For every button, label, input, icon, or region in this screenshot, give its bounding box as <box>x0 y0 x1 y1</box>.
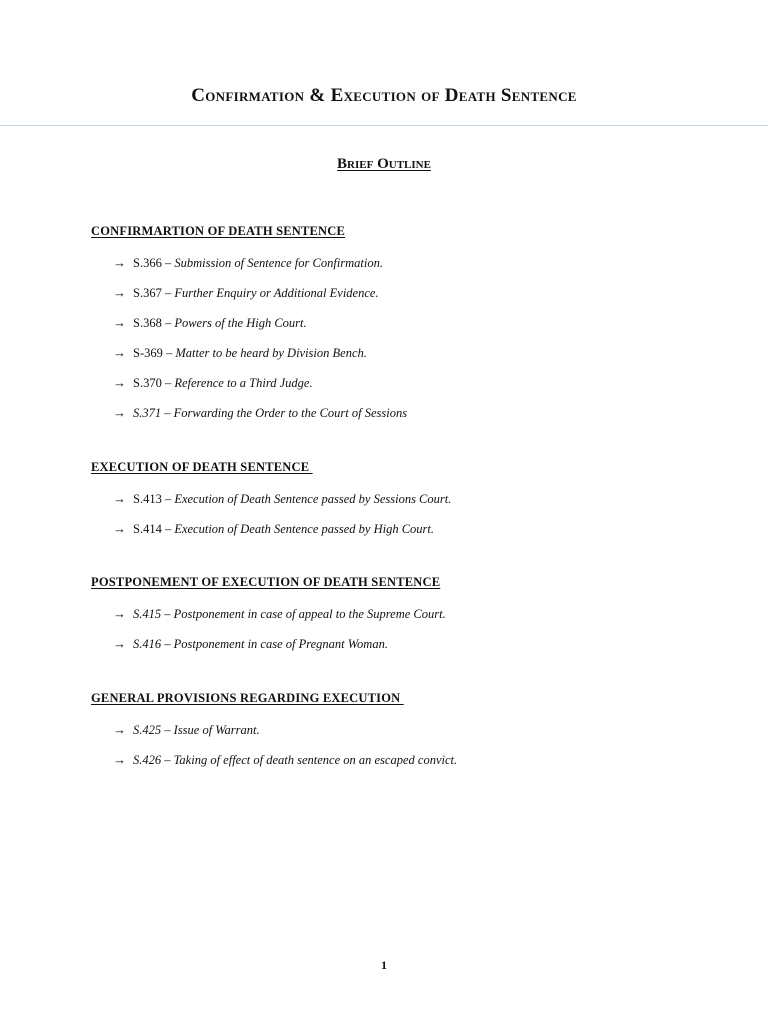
dash-separator: – <box>166 346 173 360</box>
outline-heading <box>0 156 768 173</box>
section-number: S.416 <box>133 637 162 651</box>
list-item <box>91 398 731 428</box>
arrow-icon: → <box>113 285 126 300</box>
list-item <box>91 745 731 775</box>
list-item <box>91 599 731 629</box>
page-title: Confirmation & Execution of Death Sentence <box>191 84 577 106</box>
item-description: Execution of Death Sentence passed by Sessions Court. <box>174 492 452 506</box>
arrow-icon: → <box>113 491 126 506</box>
section-number: S.366 <box>133 256 162 270</box>
section-heading: CONFIRMARTION OF DEATH SENTENCE <box>91 224 346 238</box>
arrow-icon: → <box>113 521 126 536</box>
dash-separator: – <box>164 406 171 420</box>
dash-separator: – <box>164 637 171 651</box>
arrow-icon: → <box>113 255 126 270</box>
item-description: Further Enquiry or Additional Evidence. <box>174 286 379 300</box>
item-description: Matter to be heard by Division Bench. <box>175 346 367 360</box>
section-heading: POSTPONEMENT OF EXECUTION OF DEATH SENTENCE <box>91 575 441 589</box>
item-description: Reference to a Third Judge. <box>174 376 313 390</box>
item-description: Postponement in case of appeal to the Supreme Court. <box>173 607 446 621</box>
title-divider <box>0 125 768 126</box>
section-number: S.415 <box>133 607 162 621</box>
section-number: S.425 <box>133 723 162 737</box>
section-postponement <box>91 573 731 659</box>
list-item <box>91 248 731 278</box>
dash-separator: – <box>164 753 171 767</box>
section-item-list <box>91 715 731 775</box>
dash-separator: – <box>164 492 172 506</box>
item-description: Postponement in case of Pregnant Woman. <box>173 637 388 651</box>
list-item <box>91 715 731 745</box>
outline-heading-text: Brief Outline <box>337 156 431 172</box>
section-number: S.367 <box>133 286 162 300</box>
dash-separator: – <box>164 522 172 536</box>
dash-separator: – <box>164 316 172 330</box>
section-number: S.371 <box>133 406 162 420</box>
arrow-icon: → <box>113 606 126 621</box>
section-heading: GENERAL PROVISIONS REGARDING EXECUTION <box>91 691 404 705</box>
item-description: Powers of the High Court. <box>174 316 307 330</box>
arrow-icon: → <box>113 345 126 360</box>
item-description: Issue of Warrant. <box>173 723 260 737</box>
dash-separator: – <box>164 376 172 390</box>
arrow-icon: → <box>113 405 126 420</box>
dash-separator: – <box>164 256 172 270</box>
list-item <box>91 338 731 368</box>
item-description: Submission of Sentence for Confirmation. <box>174 256 384 270</box>
section-item-list <box>91 599 731 659</box>
section-confirmation <box>91 222 731 428</box>
section-number: S.426 <box>133 753 162 767</box>
item-description: Forwarding the Order to the Court of Sessions <box>173 406 408 420</box>
section-execution <box>91 458 731 544</box>
dash-separator: – <box>164 286 172 300</box>
arrow-icon: → <box>113 375 126 390</box>
section-number: S-369 <box>133 346 163 360</box>
section-item-list <box>91 248 731 428</box>
section-general-provisions <box>91 689 731 775</box>
list-item <box>91 368 731 398</box>
arrow-icon: → <box>113 722 126 737</box>
section-number: S.414 <box>133 522 162 536</box>
list-item <box>91 514 731 544</box>
list-item <box>91 278 731 308</box>
list-item <box>91 308 731 338</box>
dash-separator: – <box>164 723 171 737</box>
dash-separator: – <box>164 607 171 621</box>
item-description: Execution of Death Sentence passed by High Court. <box>174 522 434 536</box>
section-heading: EXECUTION OF DEATH SENTENCE <box>91 460 313 474</box>
list-item <box>91 629 731 659</box>
section-item-list <box>91 484 731 544</box>
arrow-icon: → <box>113 315 126 330</box>
section-number: S.368 <box>133 316 162 330</box>
section-number: S.413 <box>133 492 162 506</box>
item-description: Taking of effect of death sentence on an escaped convict. <box>173 753 458 767</box>
arrow-icon: → <box>113 752 126 767</box>
section-number: S.370 <box>133 376 162 390</box>
page-number: 1 <box>381 958 387 972</box>
arrow-icon: → <box>113 636 126 651</box>
list-item <box>91 484 731 514</box>
